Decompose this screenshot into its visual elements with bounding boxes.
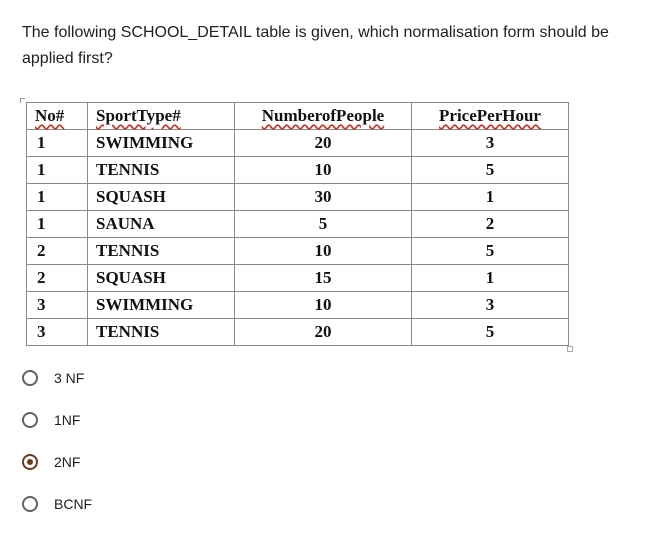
table-row: [27, 238, 569, 265]
option-label: 3 NF: [54, 370, 85, 386]
cell-priceperhour: 3: [412, 130, 569, 157]
cell-sporttype: SQUASH: [88, 265, 235, 292]
table-row: [27, 130, 569, 157]
header-no: No#: [27, 103, 88, 130]
cell-priceperhour: 3: [412, 292, 569, 319]
image-resize-handle: [567, 346, 573, 352]
cell-numberofpeople: 15: [235, 265, 412, 292]
option-label: 2NF: [54, 454, 81, 470]
cell-priceperhour: 5: [412, 319, 569, 346]
table-row: [27, 211, 569, 238]
option-label: 1NF: [54, 412, 81, 428]
image-corner-marker: [20, 98, 25, 103]
cell-numberofpeople: 30: [235, 184, 412, 211]
table-row: [27, 265, 569, 292]
school-detail-table: [26, 102, 569, 346]
table-header-row: [27, 103, 569, 130]
cell-numberofpeople: 5: [235, 211, 412, 238]
cell-sporttype: SQUASH: [88, 184, 235, 211]
header-priceperhour: PricePerHour: [412, 103, 569, 130]
answer-options: [22, 366, 92, 534]
cell-no: 2: [27, 238, 88, 265]
cell-no: 3: [27, 292, 88, 319]
cell-priceperhour: 5: [412, 238, 569, 265]
table-row: [27, 319, 569, 346]
school-detail-table-image: [26, 102, 569, 346]
cell-sporttype: SAUNA: [88, 211, 235, 238]
cell-numberofpeople: 10: [235, 238, 412, 265]
header-sporttype: SportType#: [88, 103, 235, 130]
option-3nf[interactable]: [22, 366, 92, 390]
cell-no: 1: [27, 184, 88, 211]
table-row: [27, 292, 569, 319]
question-text: The following SCHOOL_DETAIL table is given, which normalisation form should be applied first?: [22, 24, 609, 67]
option-1nf[interactable]: [22, 408, 92, 432]
header-numberofpeople: NumberofPeople: [235, 103, 412, 130]
cell-numberofpeople: 20: [235, 130, 412, 157]
cell-no: 3: [27, 319, 88, 346]
cell-no: 1: [27, 211, 88, 238]
cell-numberofpeople: 10: [235, 157, 412, 184]
radio-checked-icon[interactable]: [22, 454, 38, 470]
cell-priceperhour: 1: [412, 184, 569, 211]
cell-no: 1: [27, 157, 88, 184]
cell-sporttype: TENNIS: [88, 157, 235, 184]
table-row: [27, 184, 569, 211]
cell-numberofpeople: 20: [235, 319, 412, 346]
radio-icon[interactable]: [22, 412, 38, 428]
cell-no: 2: [27, 265, 88, 292]
cell-priceperhour: 5: [412, 157, 569, 184]
radio-icon[interactable]: [22, 496, 38, 512]
cell-no: 1: [27, 130, 88, 157]
cell-priceperhour: 1: [412, 265, 569, 292]
cell-sporttype: SWIMMING: [88, 130, 235, 157]
cell-sporttype: TENNIS: [88, 238, 235, 265]
option-2nf[interactable]: [22, 450, 92, 474]
cell-priceperhour: 2: [412, 211, 569, 238]
cell-sporttype: SWIMMING: [88, 292, 235, 319]
table-row: [27, 157, 569, 184]
cell-sporttype: TENNIS: [88, 319, 235, 346]
cell-numberofpeople: 10: [235, 292, 412, 319]
option-label: BCNF: [54, 496, 93, 512]
option-bcnf[interactable]: [22, 492, 92, 516]
radio-icon[interactable]: [22, 370, 38, 386]
